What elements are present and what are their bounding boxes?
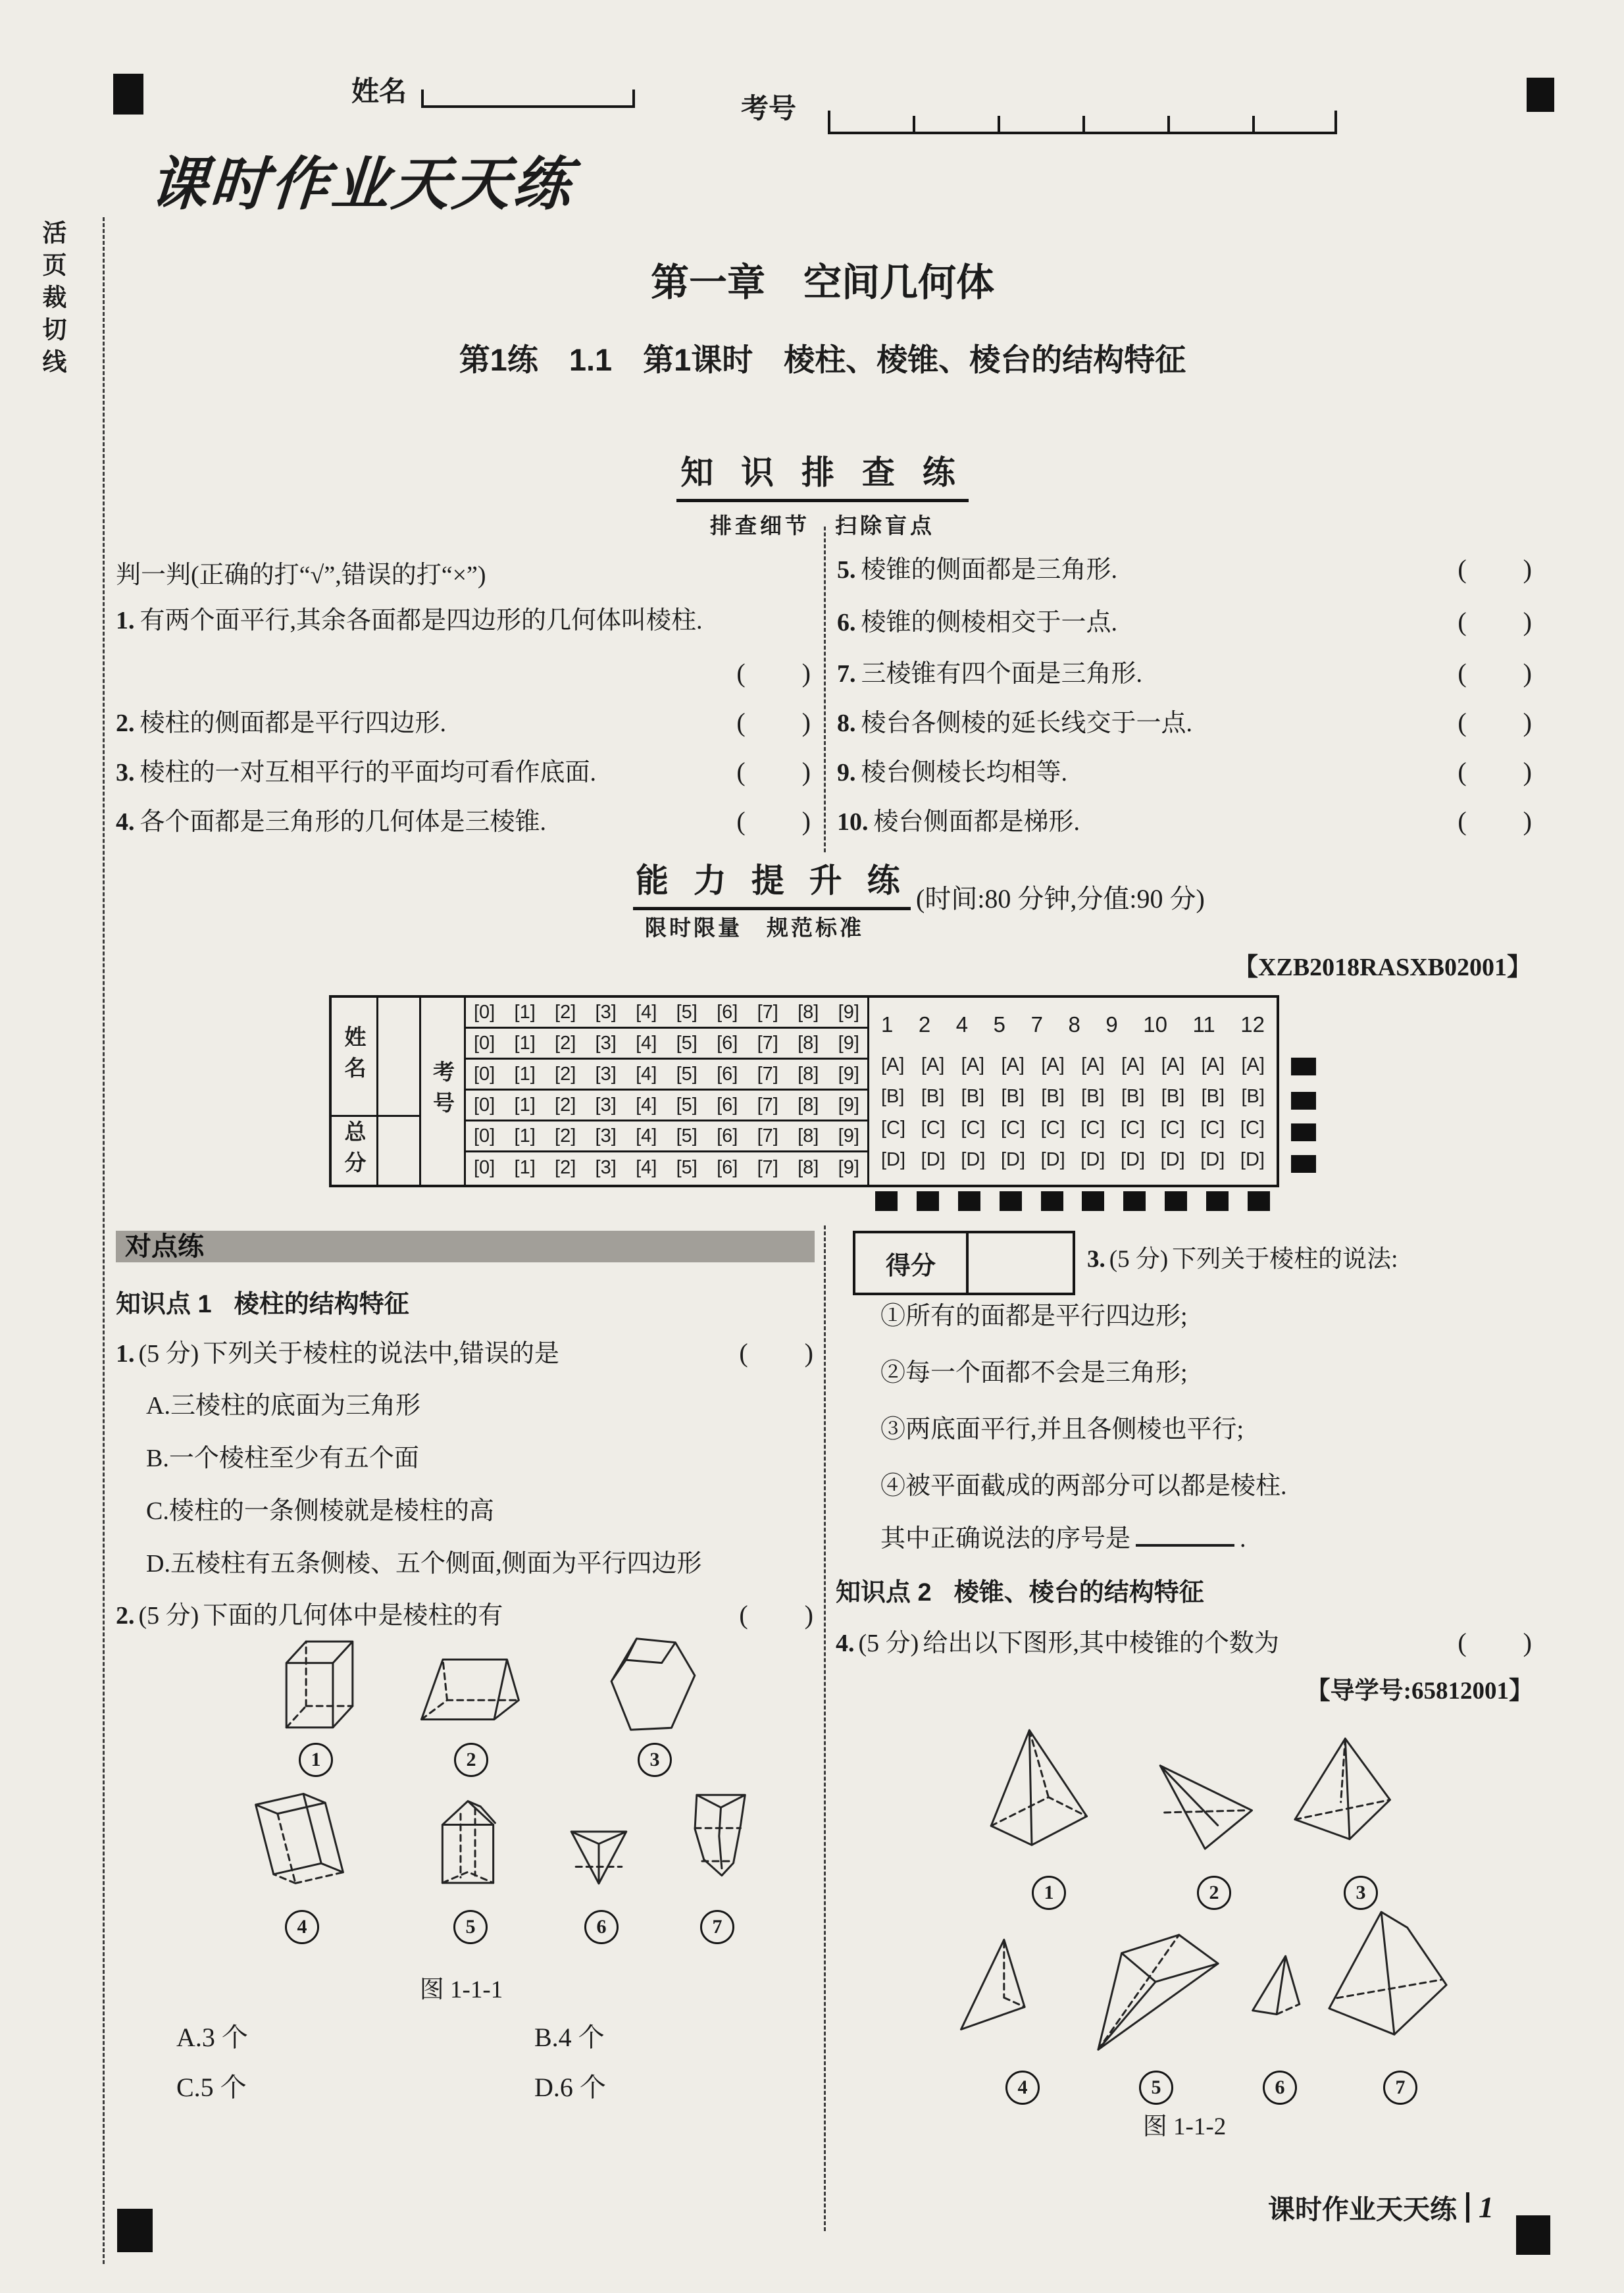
sheet-side-mark bbox=[1291, 1092, 1316, 1110]
exam-field-tick bbox=[1167, 116, 1170, 132]
q3-item-3: ③两底面平行,并且各侧棱也平行; bbox=[880, 1416, 1244, 1443]
digit-bubble[interactable]: [1] bbox=[514, 1157, 536, 1178]
tf-question bbox=[837, 806, 1533, 837]
q1-option-b[interactable]: B.一个棱柱至少有五个面 bbox=[146, 1445, 419, 1472]
digit-row bbox=[466, 1121, 867, 1152]
kp2-label: 知识点 2 bbox=[836, 1579, 932, 1607]
q4-guide-code: 【导学号:65812001】 bbox=[1306, 1678, 1533, 1705]
choice-bubble[interactable]: [A] bbox=[1161, 1054, 1185, 1075]
tf-q-text: 棱台各侧棱的延长线交于一点. bbox=[861, 709, 1193, 737]
choice-bubble[interactable]: [C] bbox=[1080, 1118, 1105, 1139]
tf-q-number: 2. bbox=[116, 709, 135, 737]
q2-option-c[interactable]: C.5 个 bbox=[176, 2073, 247, 2102]
tf-q-number: 5. bbox=[837, 556, 856, 584]
choice-bubble[interactable]: [C] bbox=[1200, 1118, 1225, 1139]
figure-label: 1 bbox=[299, 1743, 333, 1777]
choice-row bbox=[869, 1054, 1277, 1076]
digit-bubble[interactable]: [8] bbox=[798, 1157, 819, 1178]
tf-q-number: 4. bbox=[116, 808, 135, 836]
digit-bubble[interactable]: [5] bbox=[676, 1094, 698, 1116]
choice-bubble[interactable]: [B] bbox=[1241, 1086, 1265, 1107]
figure-caption-2: 图 1-1-2 bbox=[1142, 2113, 1227, 2140]
digit-bubble[interactable]: [6] bbox=[717, 1125, 738, 1146]
digit-bubble[interactable]: [1] bbox=[514, 1094, 536, 1116]
tf-question bbox=[837, 554, 1533, 585]
q3-conclusion-text: 其中正确说法的序号是 bbox=[880, 1525, 1131, 1553]
prism-figure-5-pentagonal-prism bbox=[422, 1782, 513, 1898]
kp2-title: 棱锥、棱台的结构特征 bbox=[953, 1579, 1204, 1607]
sheet-side-mark bbox=[1291, 1155, 1316, 1173]
sheet-bottom-mark bbox=[1082, 1191, 1104, 1211]
digit-row bbox=[466, 1091, 867, 1121]
choice-bubble[interactable]: [D] bbox=[1080, 1149, 1105, 1170]
exam-field-tick bbox=[998, 116, 1000, 132]
question-number: 9 bbox=[1105, 1012, 1118, 1037]
kp1-label: 知识点 1 bbox=[116, 1291, 212, 1318]
choice-row bbox=[869, 1118, 1277, 1139]
tf-q-number: 1. bbox=[116, 607, 135, 634]
exam-field-tick bbox=[1252, 116, 1255, 132]
exam-field-tick bbox=[913, 116, 915, 132]
digit-bubble[interactable]: [2] bbox=[555, 1094, 576, 1116]
digit-bubble[interactable]: [0] bbox=[474, 1063, 495, 1085]
column-divider-top bbox=[824, 527, 826, 852]
q1-number: 1. bbox=[116, 1340, 135, 1368]
answer-paren[interactable]: ( ) bbox=[736, 806, 812, 836]
sheet-bottom-mark bbox=[1123, 1191, 1146, 1211]
prism-figure-4-oblique-box bbox=[218, 1789, 380, 1898]
tf-q-text: 棱锥的侧面都是三角形. bbox=[861, 556, 1118, 584]
answer-paren[interactable]: ( ) bbox=[739, 1338, 815, 1368]
choice-bubble[interactable]: [D] bbox=[921, 1149, 946, 1170]
answer-paren[interactable]: ( ) bbox=[1458, 1628, 1533, 1657]
digit-bubble[interactable]: [4] bbox=[636, 1094, 657, 1116]
answer-paren[interactable]: ( ) bbox=[736, 708, 812, 737]
q1-score: (5 分) bbox=[138, 1340, 199, 1368]
digit-bubble[interactable]: [3] bbox=[595, 1094, 617, 1116]
q2-option-a[interactable]: A.3 个 bbox=[176, 2022, 248, 2052]
pyramid-figure-7 bbox=[1324, 1903, 1454, 2061]
tf-q-text: 各个面都是三角形的几何体是三棱锥. bbox=[140, 808, 547, 836]
digit-bubble[interactable]: [1] bbox=[514, 1063, 536, 1085]
tf-q-text: 有两个面平行,其余各面都是四边形的几何体叫棱柱. bbox=[140, 607, 703, 634]
digit-bubble[interactable]: [5] bbox=[676, 1125, 698, 1146]
exam-field-tick-right bbox=[1334, 111, 1337, 132]
page-footer bbox=[1268, 2188, 1494, 2227]
answer-paren[interactable]: ( ) bbox=[1458, 658, 1533, 688]
prism-figure-2-lying-prism bbox=[372, 1647, 565, 1732]
question-number: 10 bbox=[1143, 1012, 1167, 1037]
digit-bubble[interactable]: [0] bbox=[474, 1094, 495, 1116]
q1-option-d[interactable]: D.五棱柱有五条侧棱、五个侧面,侧面为平行四边形 bbox=[146, 1550, 702, 1578]
pyramid-figure-2 bbox=[1133, 1751, 1273, 1857]
tf-q-text: 棱柱的一对互相平行的平面均可看作底面. bbox=[140, 759, 597, 786]
section1-title: 知 识 排 查 练 bbox=[676, 446, 969, 502]
choice-bubble[interactable]: [D] bbox=[961, 1149, 986, 1170]
tf-q-text: 棱锥的侧棱相交于一点. bbox=[861, 609, 1118, 636]
sheet-bottom-mark bbox=[1248, 1191, 1270, 1211]
question-number: 7 bbox=[1030, 1012, 1043, 1037]
answer-paren[interactable]: ( ) bbox=[736, 658, 812, 688]
exam-field-tick bbox=[1082, 116, 1085, 132]
figure-label: 2 bbox=[454, 1743, 488, 1777]
digit-bubble[interactable]: [9] bbox=[838, 1157, 859, 1178]
figure-label: 2 bbox=[1197, 1876, 1231, 1910]
digit-bubble[interactable]: [0] bbox=[474, 1001, 495, 1023]
prism-figure-7-stacked bbox=[670, 1786, 759, 1897]
digit-bubble[interactable]: [8] bbox=[798, 1125, 819, 1146]
q1-option-a[interactable]: A.三棱柱的底面为三角形 bbox=[146, 1392, 420, 1420]
digit-bubble[interactable]: [7] bbox=[757, 1001, 778, 1023]
digit-bubble[interactable]: [1] bbox=[514, 1032, 536, 1054]
figure-label: 5 bbox=[453, 1910, 488, 1944]
digit-bubble[interactable]: [9] bbox=[838, 1094, 859, 1116]
tf-intro: 判一判(正确的打“√”,错误的打“×”) bbox=[116, 561, 486, 589]
sheet-bottom-mark bbox=[1000, 1191, 1022, 1211]
sheet-bottom-mark bbox=[1165, 1191, 1187, 1211]
digit-bubble[interactable]: [4] bbox=[636, 1032, 657, 1054]
choice-bubble[interactable]: [B] bbox=[961, 1086, 985, 1107]
digit-row bbox=[466, 998, 867, 1029]
choice-bubble[interactable]: [D] bbox=[1240, 1149, 1265, 1170]
digit-bubble[interactable]: [6] bbox=[717, 1001, 738, 1023]
score-box-label: 得分 bbox=[855, 1233, 969, 1293]
digit-row bbox=[466, 1029, 867, 1060]
section2-code: 【XZB2018RASXB02001】 bbox=[1233, 954, 1532, 981]
book-title: 课时作业天天练 bbox=[147, 151, 576, 217]
digit-bubble[interactable]: [7] bbox=[757, 1094, 778, 1116]
choice-bubble[interactable]: [C] bbox=[1120, 1118, 1145, 1139]
question-number: 1 bbox=[881, 1012, 894, 1037]
tf-question bbox=[116, 806, 812, 837]
cut-line-label: 活页裁切线 bbox=[39, 220, 66, 381]
section1-header bbox=[112, 446, 1533, 540]
digit-bubble[interactable]: [7] bbox=[757, 1063, 778, 1085]
footer-book-title: 课时作业天天练 bbox=[1268, 2194, 1457, 2225]
answer-paren[interactable]: ( ) bbox=[1458, 806, 1533, 836]
q2-number: 2. bbox=[116, 1602, 135, 1630]
digit-bubble[interactable]: [6] bbox=[717, 1032, 738, 1054]
q3-score: (5 分) bbox=[1109, 1246, 1169, 1273]
digit-row bbox=[466, 1060, 867, 1091]
q4-text: 给出以下图形,其中棱锥的个数为 bbox=[923, 1630, 1279, 1657]
tf-q-text: 棱台侧面都是梯形. bbox=[873, 808, 1080, 836]
digit-row bbox=[466, 1152, 867, 1183]
footer-page-number: 1 bbox=[1479, 2190, 1494, 2224]
section2-subtitle: 限时限量 规范标准 bbox=[645, 915, 864, 940]
choice-row bbox=[869, 1149, 1277, 1171]
digit-bubble[interactable]: [5] bbox=[676, 1157, 698, 1178]
question-2 bbox=[116, 1594, 815, 1632]
sheet-bottom-mark bbox=[917, 1191, 939, 1211]
knowledge-point-2 bbox=[836, 1572, 1204, 1608]
digit-bubble[interactable]: [2] bbox=[555, 1063, 576, 1085]
figure-label: 3 bbox=[1344, 1876, 1378, 1910]
tf-question bbox=[116, 607, 812, 636]
choice-bubble[interactable]: [D] bbox=[1160, 1149, 1185, 1170]
question-number: 2 bbox=[918, 1012, 931, 1037]
choice-bubble[interactable]: [C] bbox=[961, 1118, 986, 1139]
digit-bubble[interactable]: [5] bbox=[676, 1032, 698, 1054]
sheet-total-label: 总分 bbox=[342, 1120, 367, 1182]
answer-paren[interactable]: ( ) bbox=[1458, 554, 1533, 584]
digit-bubble[interactable]: [2] bbox=[555, 1032, 576, 1054]
choice-bubble[interactable]: [A] bbox=[881, 1054, 905, 1075]
digit-bubble[interactable]: [6] bbox=[717, 1094, 738, 1116]
digit-bubble[interactable]: [9] bbox=[838, 1063, 859, 1085]
sheet-exam-label: 考号 bbox=[430, 1060, 455, 1122]
figure-label: 7 bbox=[1383, 2071, 1417, 2105]
name-field[interactable] bbox=[421, 80, 635, 108]
prism-figure-6-tapered bbox=[561, 1805, 637, 1897]
choice-bubble[interactable]: [B] bbox=[1121, 1086, 1145, 1107]
name-field-tick-right bbox=[632, 90, 635, 105]
digit-bubble[interactable]: [9] bbox=[838, 1125, 859, 1146]
choice-bubble[interactable]: [A] bbox=[1041, 1054, 1065, 1075]
digit-bubble[interactable]: [3] bbox=[595, 1001, 617, 1023]
sheet-side-marks bbox=[1291, 995, 1317, 1187]
q4-score: (5 分) bbox=[858, 1630, 919, 1657]
figure-label: 7 bbox=[700, 1910, 734, 1944]
digit-bubble[interactable]: [1] bbox=[514, 1001, 536, 1023]
pyramid-figure-6 bbox=[1248, 1923, 1311, 2057]
answer-paren[interactable]: ( ) bbox=[736, 757, 812, 786]
answer-paren[interactable]: ( ) bbox=[739, 1600, 815, 1630]
tf-q-number: 9. bbox=[837, 759, 856, 786]
score-box-value-cell[interactable] bbox=[969, 1233, 1073, 1293]
sheet-name-write-area[interactable] bbox=[378, 998, 419, 1115]
choice-bubble[interactable]: [C] bbox=[881, 1118, 906, 1139]
duidian-bar-label: 对点练 bbox=[125, 1232, 204, 1261]
choice-bubble[interactable]: [D] bbox=[881, 1149, 906, 1170]
digit-bubble[interactable]: [2] bbox=[555, 1157, 576, 1178]
pyramid-figure-4 bbox=[955, 1917, 1049, 2060]
choice-bubble[interactable]: [C] bbox=[1040, 1118, 1065, 1139]
tf-question bbox=[837, 708, 1533, 738]
choice-bubble[interactable]: [D] bbox=[1000, 1149, 1026, 1170]
digit-bubble[interactable]: [4] bbox=[636, 1125, 657, 1146]
digit-bubble[interactable]: [3] bbox=[595, 1157, 617, 1178]
sheet-side-mark bbox=[1291, 1058, 1316, 1075]
registration-mark-bottom-right bbox=[1516, 2215, 1550, 2255]
digit-bubble[interactable]: [4] bbox=[636, 1063, 657, 1085]
digit-bubble[interactable]: [9] bbox=[838, 1001, 859, 1023]
name-field-tick-left bbox=[421, 90, 424, 105]
column-divider-bottom bbox=[824, 1225, 826, 2231]
figure-caption-1: 图 1-1-1 bbox=[419, 1976, 503, 2003]
kp1-title: 棱柱的结构特征 bbox=[234, 1291, 409, 1318]
q3-conclusion bbox=[880, 1518, 1246, 1554]
sheet-name-label: 姓名 bbox=[342, 1025, 367, 1087]
answer-choice-area bbox=[869, 998, 1277, 1185]
q3-text: 下列关于棱柱的说法: bbox=[1172, 1246, 1398, 1273]
choice-bubble[interactable]: [A] bbox=[1081, 1054, 1105, 1075]
sheet-bottom-mark bbox=[875, 1191, 898, 1211]
q3-item-2: ②每一个面都不会是三角形; bbox=[880, 1359, 1188, 1387]
question-1 bbox=[116, 1332, 815, 1370]
question-3 bbox=[1087, 1239, 1398, 1274]
choice-bubble[interactable]: [B] bbox=[1041, 1086, 1065, 1107]
choice-bubble[interactable]: [B] bbox=[881, 1086, 905, 1107]
digit-bubble[interactable]: [8] bbox=[798, 1032, 819, 1054]
sheet-side-mark bbox=[1291, 1123, 1316, 1141]
choice-bubble[interactable]: [B] bbox=[1201, 1086, 1225, 1107]
digit-bubble[interactable]: [3] bbox=[595, 1125, 617, 1146]
choice-row bbox=[869, 1086, 1277, 1108]
digit-bubble[interactable]: [5] bbox=[676, 1063, 698, 1085]
question-number: 12 bbox=[1240, 1012, 1265, 1037]
tf-answer-slot-row bbox=[116, 658, 812, 688]
tf-q-text: 棱柱的侧面都是平行四边形. bbox=[140, 709, 447, 737]
tf-q-text: 三棱锥有四个面是三角形. bbox=[861, 660, 1143, 688]
q1-text: 下列关于棱柱的说法中,错误的是 bbox=[203, 1340, 559, 1368]
choice-bubble[interactable]: [D] bbox=[1200, 1149, 1225, 1170]
digit-bubble[interactable]: [6] bbox=[717, 1157, 738, 1178]
choice-bubble[interactable]: [C] bbox=[1160, 1118, 1185, 1139]
digit-bubble[interactable]: [6] bbox=[717, 1063, 738, 1085]
figure-label: 5 bbox=[1139, 2071, 1173, 2105]
choice-bubble[interactable]: [A] bbox=[1241, 1054, 1265, 1075]
tf-q-number: 7. bbox=[837, 660, 856, 688]
sheet-total-write-area[interactable] bbox=[378, 1117, 419, 1185]
name-label: 姓名 bbox=[351, 76, 407, 107]
q3-item-1: ①所有的面都是平行四边形; bbox=[880, 1302, 1188, 1330]
digit-bubble[interactable]: [3] bbox=[595, 1063, 617, 1085]
choice-bubble[interactable]: [C] bbox=[921, 1118, 946, 1139]
digit-bubble[interactable]: [0] bbox=[474, 1125, 495, 1146]
digit-bubble[interactable]: [4] bbox=[636, 1157, 657, 1178]
choice-bubble[interactable]: [B] bbox=[921, 1086, 945, 1107]
q3-item-4: ④被平面截成的两部分可以都是棱柱. bbox=[880, 1472, 1287, 1500]
tf-question bbox=[837, 757, 1533, 788]
digit-bubble[interactable]: [2] bbox=[555, 1001, 576, 1023]
exam-field-tick-left bbox=[828, 111, 830, 132]
choice-bubble[interactable]: [A] bbox=[1201, 1054, 1225, 1075]
choice-bubble[interactable]: [A] bbox=[961, 1054, 985, 1075]
q4-number: 4. bbox=[836, 1630, 855, 1657]
figure-label: 4 bbox=[1005, 2071, 1040, 2105]
knowledge-point-1 bbox=[116, 1283, 409, 1320]
q1-option-c[interactable]: C.棱柱的一条侧棱就是棱柱的高 bbox=[146, 1497, 494, 1525]
choice-bubble[interactable]: [B] bbox=[1081, 1086, 1105, 1107]
registration-mark-top-right bbox=[1527, 78, 1554, 112]
sheet-bottom-marks bbox=[875, 1191, 1270, 1211]
tf-question bbox=[116, 757, 812, 788]
digit-bubble[interactable]: [7] bbox=[757, 1032, 778, 1054]
exam-no-field[interactable] bbox=[828, 103, 1337, 134]
question-number-row bbox=[869, 1012, 1277, 1037]
digit-bubble[interactable]: [7] bbox=[757, 1157, 778, 1178]
registration-mark-top-left bbox=[113, 74, 143, 115]
answer-blank[interactable] bbox=[1136, 1522, 1234, 1547]
digit-bubble[interactable]: [4] bbox=[636, 1001, 657, 1023]
q2-score: (5 分) bbox=[138, 1602, 199, 1630]
digit-bubble[interactable]: [0] bbox=[474, 1157, 495, 1178]
question-number: 4 bbox=[955, 1012, 969, 1037]
pyramid-figure-5 bbox=[1087, 1927, 1237, 2057]
prism-figure-3-hexagonal bbox=[603, 1631, 701, 1738]
digit-bubble[interactable]: [2] bbox=[555, 1125, 576, 1146]
sheet-bottom-mark bbox=[1041, 1191, 1063, 1211]
section2-time-note: (时间:80 分钟,分值:90 分) bbox=[916, 884, 1205, 914]
answer-paren[interactable]: ( ) bbox=[1458, 607, 1533, 636]
sheet-bottom-mark bbox=[958, 1191, 980, 1211]
choice-bubble[interactable]: [B] bbox=[1001, 1086, 1025, 1107]
figure-label: 3 bbox=[638, 1743, 672, 1777]
lesson-title: 第1练 1.1 第1课时 棱柱、棱锥、棱台的结构特征 bbox=[459, 342, 1186, 377]
exam-no-label: 考号 bbox=[741, 93, 797, 124]
answer-paren[interactable]: ( ) bbox=[1458, 708, 1533, 737]
q2-option-b[interactable]: B.4 个 bbox=[534, 2022, 605, 2052]
choice-bubble[interactable]: [A] bbox=[921, 1054, 945, 1075]
tf-q-number: 10. bbox=[837, 808, 869, 836]
digit-bubble[interactable]: [1] bbox=[514, 1125, 536, 1146]
choice-bubble[interactable]: [D] bbox=[1040, 1149, 1065, 1170]
tf-q-number: 6. bbox=[837, 609, 856, 636]
question-number: 11 bbox=[1192, 1012, 1215, 1037]
section2-title: 能 力 提 升 练 bbox=[633, 854, 911, 910]
choice-bubble[interactable]: [A] bbox=[1001, 1054, 1025, 1075]
choice-bubble[interactable]: [B] bbox=[1161, 1086, 1185, 1107]
pyramid-figure-1 bbox=[980, 1723, 1102, 1867]
footer-divider bbox=[1466, 2192, 1469, 2223]
chapter-title: 第一章 空间几何体 bbox=[650, 261, 994, 304]
digit-grid bbox=[466, 998, 867, 1185]
choice-bubble[interactable]: [C] bbox=[1000, 1118, 1026, 1139]
choice-bubble[interactable]: [A] bbox=[1121, 1054, 1145, 1075]
answer-paren[interactable]: ( ) bbox=[1458, 757, 1533, 786]
figure-label: 6 bbox=[1263, 2071, 1297, 2105]
pyramid-figure-3 bbox=[1288, 1728, 1398, 1863]
tf-q-number: 8. bbox=[837, 709, 856, 737]
tf-question bbox=[116, 708, 812, 738]
prism-figure-1-cuboid bbox=[268, 1627, 358, 1735]
tf-question bbox=[837, 658, 1533, 689]
section1-subtitle: 排查细节 扫除盲点 bbox=[710, 513, 935, 538]
question-4 bbox=[836, 1622, 1533, 1659]
duidian-bar bbox=[116, 1231, 815, 1262]
q3-period: . bbox=[1240, 1525, 1246, 1553]
digit-bubble[interactable]: [8] bbox=[798, 1094, 819, 1116]
cut-line bbox=[103, 217, 105, 2264]
choice-bubble[interactable]: [D] bbox=[1120, 1149, 1145, 1170]
q2-option-d[interactable]: D.6 个 bbox=[534, 2073, 606, 2102]
figure-label: 1 bbox=[1032, 1876, 1066, 1910]
tf-q-text: 棱台侧棱长均相等. bbox=[861, 759, 1068, 786]
registration-mark-bottom-left bbox=[117, 2209, 153, 2252]
digit-bubble[interactable]: [7] bbox=[757, 1125, 778, 1146]
question-number: 5 bbox=[993, 1012, 1006, 1037]
score-box bbox=[853, 1231, 1075, 1295]
figure-label: 6 bbox=[584, 1910, 619, 1944]
sheet-bottom-mark bbox=[1206, 1191, 1229, 1211]
q3-number: 3. bbox=[1087, 1246, 1105, 1273]
choice-bubble[interactable]: [C] bbox=[1240, 1118, 1265, 1139]
digit-bubble[interactable]: [3] bbox=[595, 1032, 617, 1054]
digit-bubble[interactable]: [8] bbox=[798, 1001, 819, 1023]
tf-question bbox=[837, 607, 1533, 638]
q2-text: 下面的几何体中是棱柱的有 bbox=[203, 1602, 503, 1630]
digit-bubble[interactable]: [5] bbox=[676, 1001, 698, 1023]
question-number: 8 bbox=[1068, 1012, 1080, 1037]
digit-bubble[interactable]: [8] bbox=[798, 1063, 819, 1085]
answer-sheet bbox=[329, 995, 1279, 1187]
tf-q-number: 3. bbox=[116, 759, 135, 786]
digit-bubble[interactable]: [0] bbox=[474, 1032, 495, 1054]
figure-label: 4 bbox=[285, 1910, 319, 1944]
digit-bubble[interactable]: [9] bbox=[838, 1032, 859, 1054]
